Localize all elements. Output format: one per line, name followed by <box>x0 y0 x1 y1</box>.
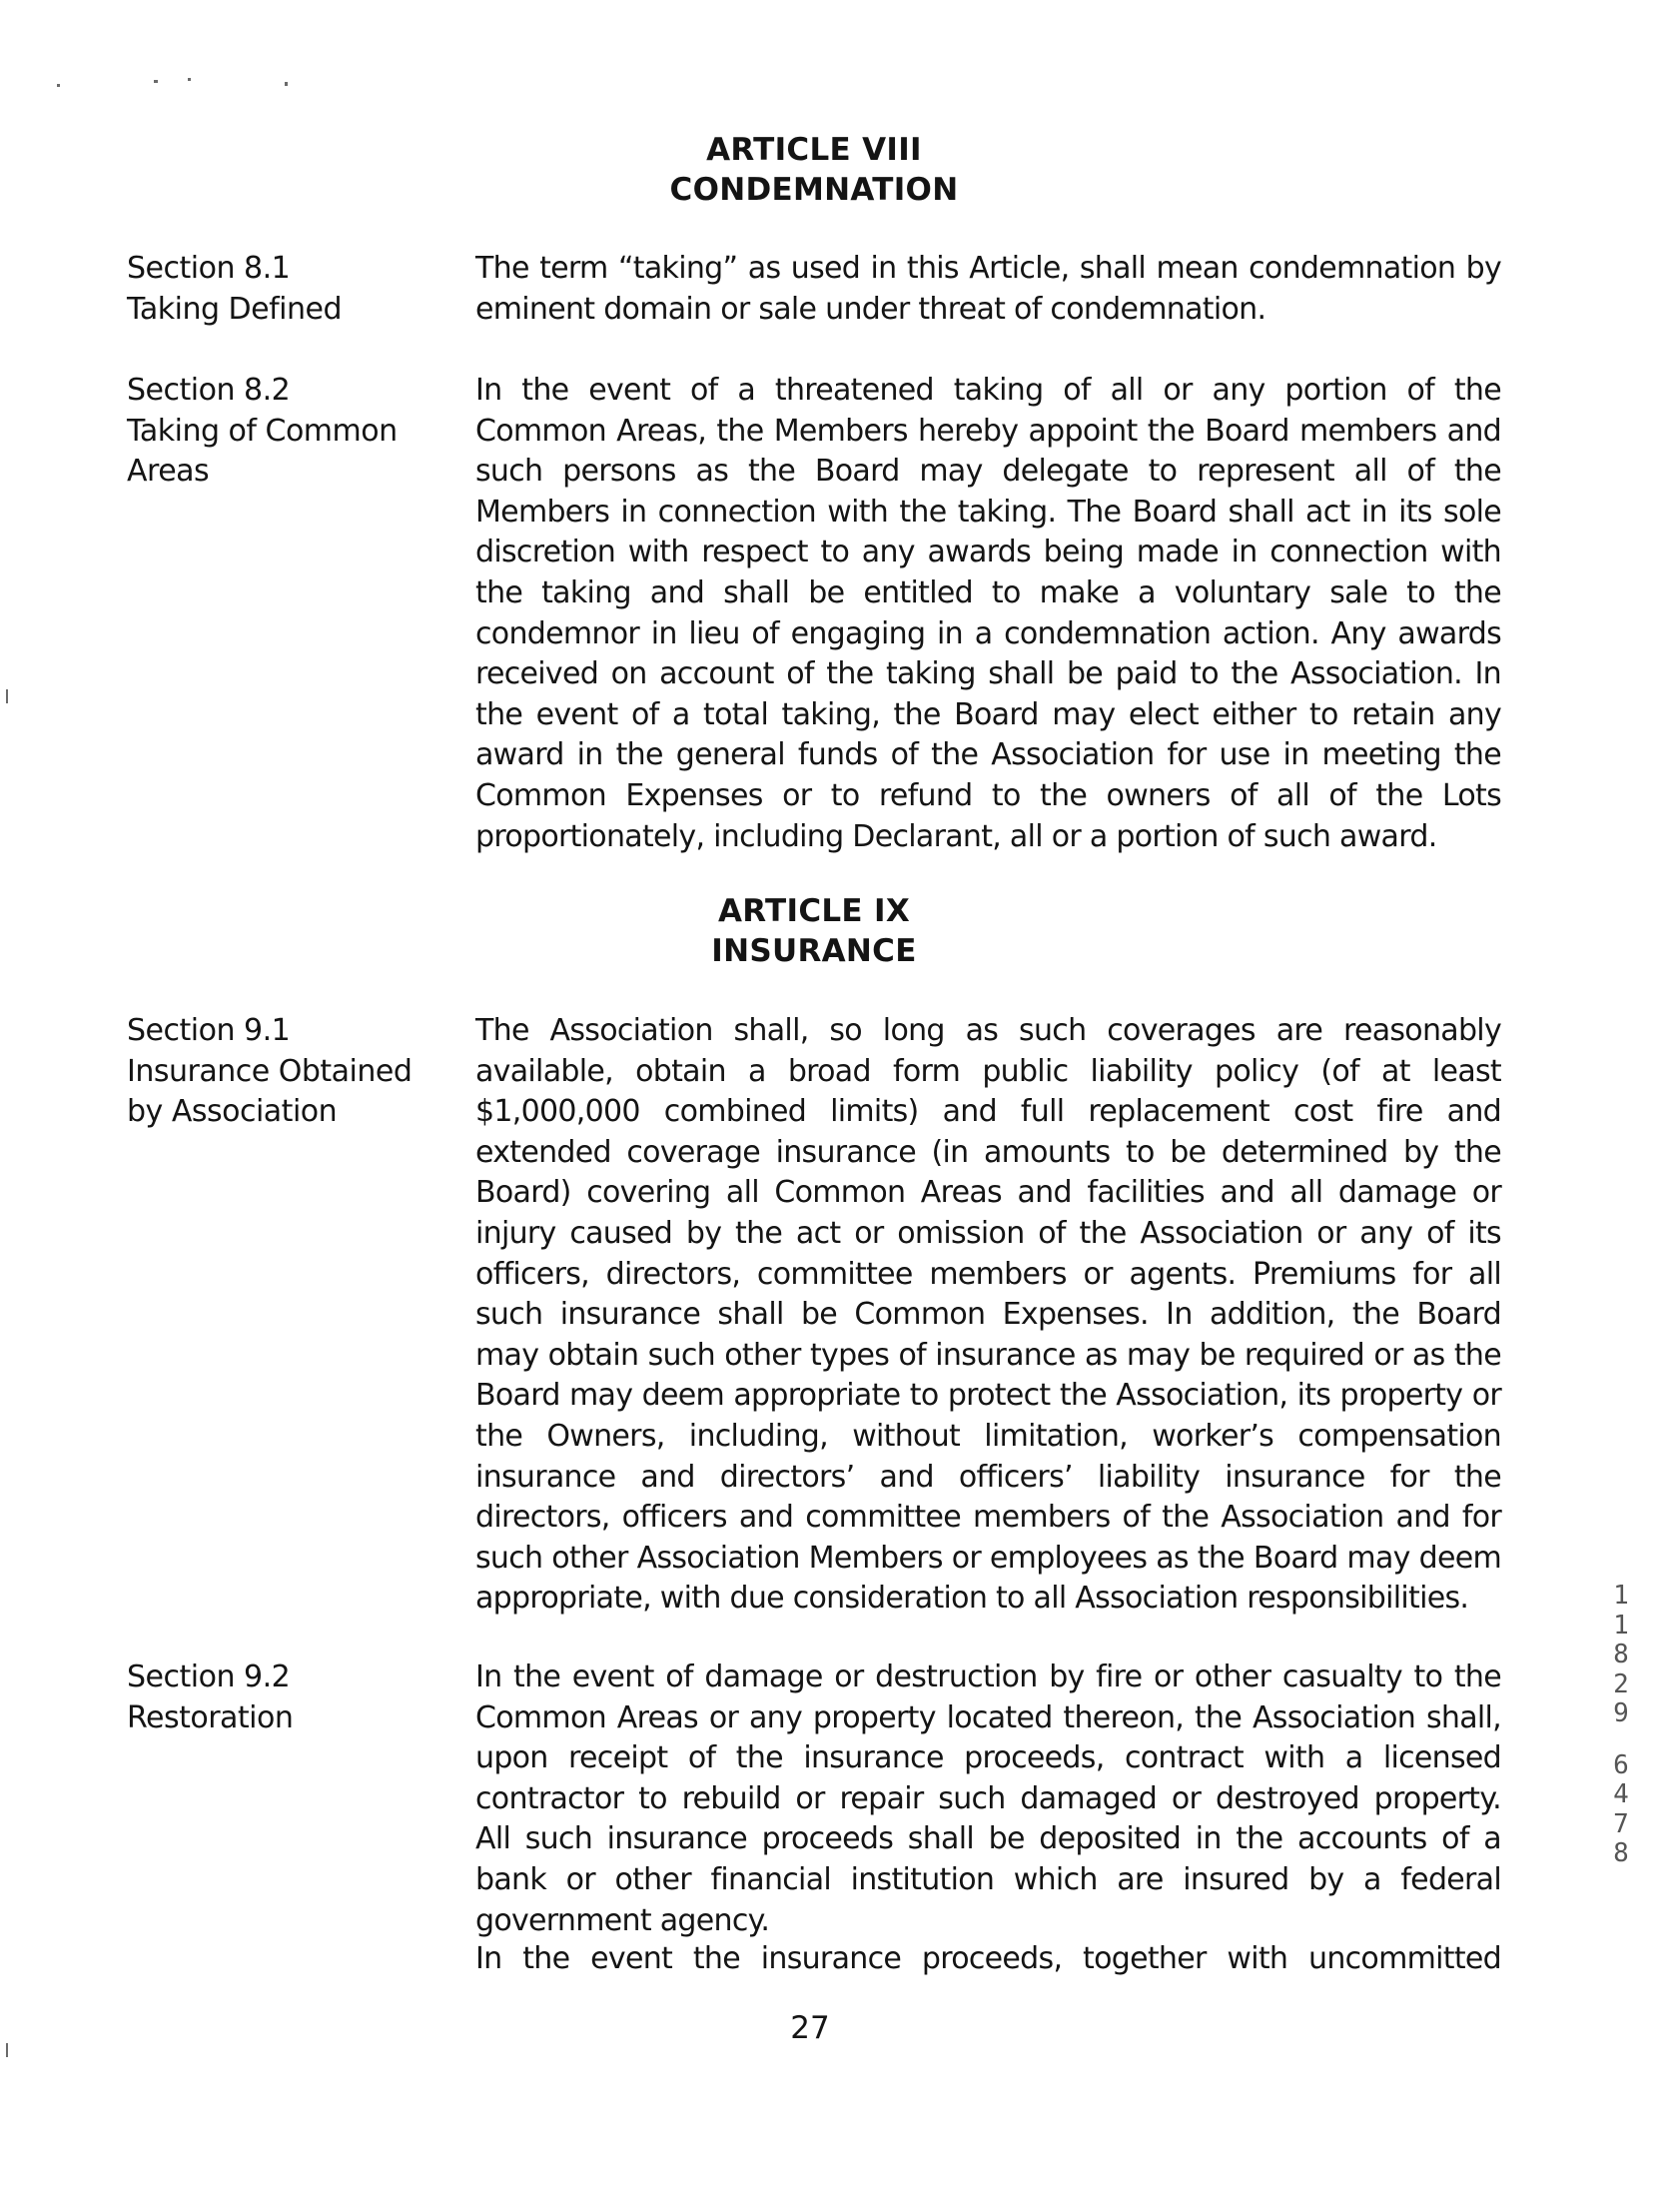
text-line: Members in connection with the taking. The Board shall act in its sole <box>475 494 1501 530</box>
section-8-1-text <box>475 249 1501 330</box>
stamp-digit: 2 <box>1613 1668 1629 1699</box>
text-line: The term “taking” as used in this Article, shall mean condemnation by <box>475 251 1501 286</box>
page-number: 27 <box>790 2010 830 2046</box>
text-line: the Owners, including, without limitation, worker’s compensation <box>475 1418 1501 1454</box>
section-9-2-label <box>127 1657 426 1738</box>
section-9-1-text <box>475 1011 1501 1620</box>
stamp-digit: 6 <box>1613 1749 1629 1780</box>
text-line: the event of a total taking, the Board may elect either to retain any <box>475 696 1501 732</box>
text-line: $1,000,000 combined limits) and full replacement cost fire and <box>475 1094 1501 1130</box>
text-line: In the event the insurance proceeds, together with uncommitted <box>475 1941 1501 1976</box>
text-line: The Association shall, so long as such coverages are reasonably <box>475 1013 1501 1048</box>
text-line: directors, officers and committee members of the Association and for <box>475 1500 1501 1536</box>
text-line: received on account of the taking shall be paid to the Association. In <box>475 656 1501 692</box>
stamp-digit: 8 <box>1613 1640 1629 1669</box>
text-line: upon receipt of the insurance proceeds, contract with a licensed <box>475 1740 1501 1776</box>
scan-speck <box>285 82 288 86</box>
stamp-digit: 1 <box>1613 1610 1629 1641</box>
article-title: CONDEMNATION <box>669 172 959 208</box>
text-line: contractor to rebuild or repair such damaged or destroyed property. <box>475 1780 1501 1816</box>
text-line: condemnor in lieu of engaging in a condemnation action. Any awards <box>475 615 1501 651</box>
text-line: available, obtain a broad form public liability policy (of at least <box>475 1053 1501 1089</box>
section-9-2-text <box>475 1657 1501 1941</box>
text-line: extended coverage insurance (in amounts to be determined by the <box>475 1134 1501 1170</box>
text-line: such persons as the Board may delegate to represent all of the <box>475 454 1501 490</box>
section-title: Restoration <box>127 1699 294 1735</box>
text-line: All such insurance proceeds shall be deposited in the accounts of a <box>475 1821 1501 1857</box>
scan-speck <box>154 80 158 83</box>
text-line: Board) covering all Common Areas and facilities and all damage or <box>475 1175 1501 1211</box>
article-9-heading <box>469 891 1159 971</box>
article-number: ARTICLE IX <box>717 893 911 929</box>
section-9-1-label <box>127 1011 426 1133</box>
section-title: Areas <box>127 454 210 489</box>
section-8-1-label <box>127 249 426 330</box>
section-title: Taking Defined <box>127 291 343 327</box>
article-title: INSURANCE <box>711 933 917 969</box>
text-line: discretion with respect to any awards being made in connection with <box>475 535 1501 570</box>
text-line: the taking and shall be entitled to make a voluntary sale to the <box>475 574 1501 610</box>
text-line: award in the general funds of the Association for use in meeting the <box>475 737 1501 773</box>
scan-speck <box>57 84 60 87</box>
text-line: injury caused by the act or omission of the Association or any of its <box>475 1215 1501 1251</box>
section-title: Insurance Obtained <box>127 1053 413 1089</box>
stamp-digit: 4 <box>1613 1779 1629 1809</box>
section-title: by Association <box>127 1094 338 1129</box>
text-line: Common Expenses or to refund to the owners of all of the Lots <box>475 777 1501 813</box>
scan-speck <box>6 2043 8 2057</box>
text-line: insurance and directors’ and officers’ liability insurance for the <box>475 1459 1501 1495</box>
recording-stamp <box>1608 1582 1634 1869</box>
text-line: Board may deem appropriate to protect the Association, its property or <box>475 1378 1501 1414</box>
text-line: In the event of a threatened taking of all or any portion of the <box>475 373 1501 408</box>
article-number: ARTICLE VIII <box>706 132 922 168</box>
text-line: such insurance shall be Common Expenses. In addition, the Board <box>475 1297 1501 1333</box>
text-line: bank or other financial institution which are insured by a federal <box>475 1861 1501 1897</box>
section-number: Section 9.2 <box>127 1659 291 1694</box>
stamp-digit: 9 <box>1613 1698 1629 1728</box>
text-line: government agency. <box>475 1902 770 1938</box>
text-line: officers, directors, committee members or agents. Premiums for all <box>475 1256 1501 1292</box>
stamp-digit: 7 <box>1613 1808 1629 1839</box>
scan-speck <box>188 78 191 81</box>
section-8-2-text <box>475 371 1501 857</box>
section-number: Section 8.1 <box>127 251 291 286</box>
text-line: Common Areas or any property located thereon, the Association shall, <box>475 1699 1501 1735</box>
stamp-digit: 8 <box>1613 1838 1629 1868</box>
article-8-heading <box>469 130 1159 210</box>
section-number: Section 8.2 <box>127 373 291 408</box>
text-line: Common Areas, the Members hereby appoint the Board members and <box>475 413 1501 449</box>
text-line: appropriate, with due consideration to all Association responsibilities. <box>475 1581 1469 1617</box>
text-line: such other Association Members or employees as the Board may deem <box>475 1540 1501 1576</box>
text-line: may obtain such other types of insurance as may be required or as the <box>475 1337 1501 1373</box>
section-number: Section 9.1 <box>127 1013 291 1048</box>
scan-speck <box>6 689 8 703</box>
text-line: In the event of damage or destruction by fire or other casualty to the <box>475 1659 1501 1694</box>
section-8-2-label <box>127 371 426 493</box>
stamp-digit: 1 <box>1613 1581 1629 1611</box>
text-line: proportionately, including Declarant, all or a portion of such award. <box>475 818 1437 854</box>
text-line: eminent domain or sale under threat of condemnation. <box>475 291 1266 327</box>
section-title: Taking of Common <box>127 413 398 449</box>
section-9-2-continuation <box>475 1939 1501 1980</box>
